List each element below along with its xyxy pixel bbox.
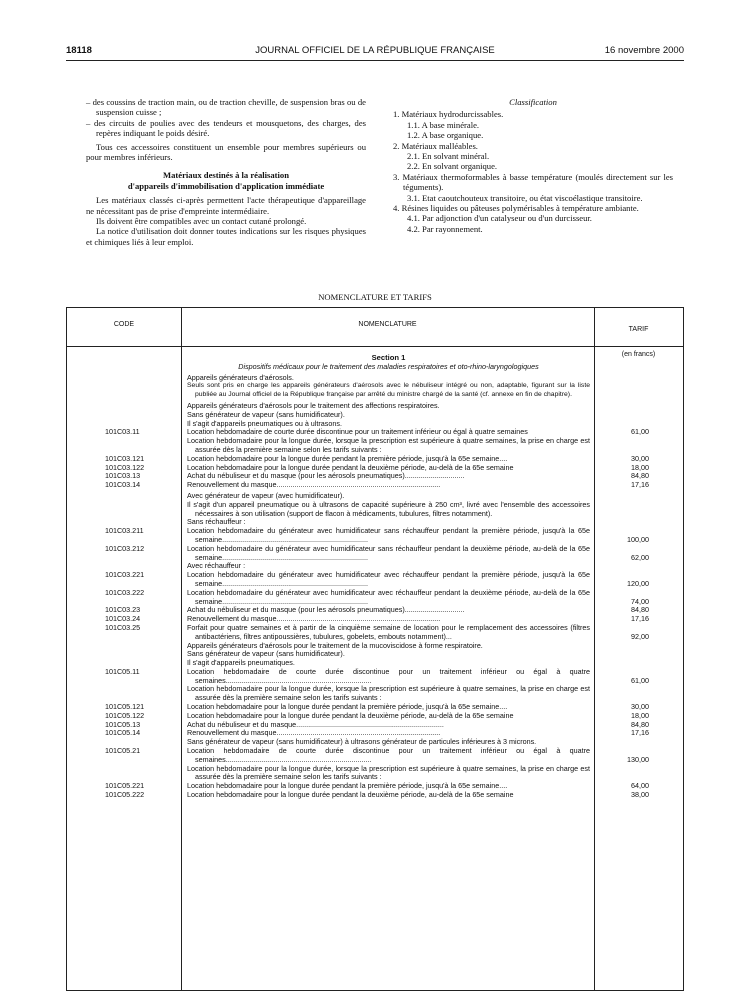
classification-item: 1. Matériaux hydrodurcissables.	[393, 109, 504, 120]
table-row	[67, 685, 683, 703]
tarif-cell: 84,80	[631, 471, 649, 481]
tarif-cell: 84,80	[631, 605, 649, 615]
nomenclature-cell: Appareils générateurs d'aérosols.	[187, 372, 294, 382]
tarif-cell: 17,16	[631, 728, 649, 738]
tarif-cell: 18,00	[631, 710, 649, 720]
nomenclature-cell: Location hebdomadaire pour la longue durée pendant la première période, jusqu'à la 65e semaine....	[187, 781, 508, 791]
code-cell: 101C03.122	[105, 462, 145, 472]
publication-date: 16 novembre 2000	[604, 45, 684, 56]
table-row	[67, 589, 683, 607]
nomenclature-cell: Appareils générateurs d'aérosols pour le traitement de la mucoviscidose à forme respiratoire.	[187, 640, 483, 650]
header-nomenclature: NOMENCLATURE	[181, 308, 594, 347]
nomenclature-cell: Location hebdomadaire du générateur avec humidificateur avec réchauffeur pendant la première période, jusqu'à la 65e semaine.........................................................................	[187, 570, 590, 588]
classification-item: 1.1. A base minérale.	[407, 119, 480, 130]
header-code: CODE	[67, 308, 181, 347]
page-header	[66, 45, 684, 59]
code-cell: 101C03.212	[105, 543, 145, 553]
table-row	[67, 374, 683, 383]
code-cell: 101C05.11	[105, 666, 140, 676]
table-row	[67, 668, 683, 686]
classification-item: 4. Résines liquides ou pâteuses polymérisables à température ambiante.	[393, 203, 639, 214]
tarif-cell: 18,00	[631, 462, 649, 472]
table-row	[67, 501, 683, 519]
nomenclature-cell: Achat du nébuliseur et du masque (pour les aérosols pneumatiques)..............................	[187, 605, 465, 615]
classification-item: 4.2. Par rayonnement.	[407, 223, 483, 234]
nomenclature-cell: Forfait pour quatre semaines et à partir de la cinquième semaine de location pour le remplacement des accessoires (filtres antibactériens, filtres antipoussières, tubulures, gobelets, embouts notamment)...	[187, 622, 590, 641]
nomenclature-cell: Location hebdomadaire du générateur avec humidificateur avec réchauffeur pendant la deuxième période, au-delà de la 65e semaine.........................................................................	[187, 587, 590, 606]
classification-item: 2.2. En solvant organique.	[407, 161, 498, 172]
classification-item: 3.1. Etat caoutchouteux transitoire, ou état viscoélastique transitoire.	[407, 192, 643, 203]
table-row	[67, 747, 683, 765]
nomenclature-cell: Location hebdomadaire de courte durée discontinue pour un traitement inférieur ou égal à quatre semaines.........................................................................	[187, 746, 590, 764]
table-row	[67, 437, 683, 455]
code-cell: 101C03.121	[105, 453, 145, 463]
table-row	[67, 791, 683, 800]
nomenclature-cell: Renouvellement du masque..................................................................................	[187, 480, 441, 490]
tarif-cell: 30,00	[631, 702, 649, 712]
tarif-cell: 64,00	[631, 781, 649, 791]
nomenclature-cell: Sans générateur de vapeur (sans humidificateur).	[187, 409, 345, 419]
nomenclature-cell: Appareils générateurs d'aérosols pour le traitement des affections respiratoires.	[187, 400, 440, 410]
table-row	[67, 363, 683, 372]
nomenclature-cell: Avec générateur de vapeur (avec humidificateur).	[187, 490, 345, 500]
nomenclature-cell: Section 1	[371, 353, 406, 362]
paragraph: Les matériaux classés ci-après permettent l'acte thérapeutique d'appareillage ne nécessitant pas de prise d'empreinte intermédiaire.	[86, 195, 366, 216]
code-cell	[67, 685, 181, 703]
code-cell: 101C03.25	[105, 622, 141, 632]
classification-item: 1.2. A base organique.	[407, 130, 484, 141]
nomenclature-cell: Location hebdomadaire du générateur avec humidificateur sans réchauffeur pendant la deuxième période, au-delà de la 65e semaine.........................................................................	[187, 543, 590, 562]
nomenclature-cell: Sans réchauffeur :	[187, 517, 246, 527]
nomenclature-cell: Seuls sont pris en charge les appareils générateurs d'aérosols avec le nébuliseur intégré ou non, adaptable, figurant sur la liste publiée au Journal officiel de la République française par arrêté du ministre chargé de la santé (cf. annexe en fin de chapitre).	[187, 382, 590, 399]
code-cell: 101C03.24	[105, 614, 141, 624]
table-row	[67, 481, 683, 490]
code-cell: 101C03.11	[105, 427, 140, 437]
nomenclature-cell: Location hebdomadaire de courte durée discontinue pour un traitement inférieur ou égal à quatre semaines	[187, 427, 528, 437]
table-row	[67, 624, 683, 642]
code-cell	[67, 411, 181, 420]
code-cell	[67, 437, 181, 455]
page-number: 18118	[66, 45, 92, 56]
table-row	[67, 411, 683, 420]
classification-item: 2.1. En solvant minéral.	[407, 151, 490, 162]
code-cell	[67, 650, 181, 659]
code-cell	[67, 765, 181, 783]
nomenclature-cell: Dispositifs médicaux pour le traitement des maladies respiratoires et oto-rhino-laryngologiques	[238, 361, 539, 371]
classification-list	[393, 109, 673, 234]
code-cell: 101C03.13	[105, 471, 141, 481]
classification-title: Classification	[509, 97, 557, 107]
section-heading	[86, 170, 366, 191]
code-cell	[67, 642, 181, 651]
table-row	[67, 402, 683, 411]
code-cell: 101C05.122	[105, 710, 145, 720]
code-cell: 101C03.221	[105, 570, 145, 580]
code-cell	[67, 501, 181, 519]
tariff-table	[66, 307, 684, 991]
nomenclature-title: NOMENCLATURE ET TARIFS	[318, 292, 432, 302]
paragraph: Ils doivent être compatibles avec un contact cutané prolongé.	[96, 216, 307, 227]
code-cell	[67, 382, 181, 400]
nomenclature-cell: Il s'agit d'un appareil pneumatique ou à ultrasons de capacité supérieure à 250 cm³, livré avec l'ensemble des accessoires nécessaires à son utilisation (support de flacon à médicaments, tubulures, filtres notamment).	[187, 499, 590, 518]
code-cell: 101C05.13	[105, 719, 141, 729]
tarif-cell: 61,00	[631, 427, 649, 437]
code-cell	[67, 402, 181, 411]
nomenclature-cell: Location hebdomadaire de courte durée discontinue pour un traitement inférieur ou égal à quatre semaines.........................................................................	[187, 666, 590, 685]
code-cell: 101C05.121	[105, 702, 145, 712]
tarif-cell: 92,00	[631, 631, 649, 641]
tarif-cell: 17,16	[631, 480, 649, 490]
tarif-cell: 38,00	[631, 790, 649, 800]
nomenclature-cell: Il s'agit d'appareils pneumatiques.	[187, 658, 295, 668]
nomenclature-cell: Location hebdomadaire pour la longue durée pendant la deuxième période, au-delà de la 65e semaine	[187, 462, 514, 472]
code-cell: 101C05.14	[105, 728, 141, 738]
table-row	[67, 765, 683, 783]
paragraph: La notice d'utilisation doit donner toutes indications sur les risques physiques et chimiques liés à leur emploi.	[86, 226, 366, 247]
nomenclature-cell: Location hebdomadaire pour la longue durée pendant la première période, jusqu'à la 65e semaine....	[187, 453, 508, 463]
header-tarif: TARIF (en francs)	[594, 308, 683, 347]
tarif-cell: 84,80	[631, 719, 649, 729]
nomenclature-cell: Il s'agit d'appareils pneumatiques ou à ultrasons.	[187, 418, 342, 428]
classification-item: 3. Matériaux thermoformables à basse température (moulés directement sur les téguments).	[393, 171, 673, 193]
code-cell	[67, 492, 181, 501]
nomenclature-cell: Achat du nébuliseur et du masque (pour les aérosols pneumatiques)..............................	[187, 471, 465, 481]
left-column	[86, 97, 366, 247]
nomenclature-cell: Location hebdomadaire pour la longue durée, lorsque la prescription est supérieure à quatre semaines, la prise en charge est assurée dès la première semaine selon les tarifs suivants :	[187, 684, 590, 703]
section-heading-line1: Matériaux destinés à la réalisation	[162, 170, 290, 181]
table-body	[67, 354, 683, 800]
nomenclature-cell: Location hebdomadaire pour la longue durée pendant la première période, jusqu'à la 65e semaine....	[187, 702, 508, 712]
right-column	[393, 97, 673, 234]
table-row	[67, 650, 683, 659]
tarif-cell: 61,00	[631, 675, 649, 685]
table-row	[67, 545, 683, 563]
section-heading-line2: d'appareils d'immobilisation d'application immédiate	[127, 180, 325, 191]
tarif-cell: 17,16	[631, 614, 649, 624]
code-cell	[67, 374, 181, 383]
tarif-cell: 62,00	[631, 552, 649, 562]
bullet-item: – des coussins de traction main, ou de traction cheville, de suspension bras ou de suspension cuisse ;	[86, 97, 366, 118]
code-cell: 101C03.211	[105, 526, 144, 536]
table-row	[67, 382, 683, 400]
code-cell: 101C03.23	[105, 605, 141, 615]
code-cell	[67, 354, 181, 363]
nomenclature-cell: Sans générateur de vapeur (sans humidificateur).	[187, 649, 345, 659]
nomenclature-cell: Location hebdomadaire pour la longue durée, lorsque la prescription est supérieure à quatre semaines, la prise en charge est assurée dès la première semaine selon les tarifs suivants :	[187, 436, 590, 454]
tarif-cell: 130,00	[627, 754, 649, 764]
tarif-cell: 74,00	[631, 596, 649, 606]
nomenclature-cell: Location hebdomadaire pour la longue durée pendant la deuxième période, au-delà de la 65e semaine	[187, 790, 514, 800]
table-row	[67, 527, 683, 545]
nomenclature-cell: Achat du nébuliseur et du masque..........................................................................	[187, 719, 444, 729]
nomenclature-cell: Location hebdomadaire du générateur avec humidificateur sans réchauffeur pendant la première période, jusqu'à la 65e semaine.........................................................................	[187, 526, 590, 544]
nomenclature-cell: Location hebdomadaire pour la longue durée pendant la deuxième période, au-delà de la 65e semaine	[187, 710, 514, 720]
code-cell: 101C05.21	[105, 746, 141, 756]
nomenclature-cell: Sans générateur de vapeur (sans humidificateur) à ultrasons générateur de particules inférieures à 3 microns.	[187, 737, 537, 747]
table-row	[67, 642, 683, 651]
journal-title: JOURNAL OFFICIEL DE LA RÉPUBLIQUE FRANÇAISE	[255, 45, 495, 56]
classification-item: 2. Matériaux malléables.	[393, 140, 478, 151]
code-cell: 101C03.222	[105, 587, 145, 597]
classification-item: 4.1. Par adjonction d'un catalyseur ou d'un durcisseur.	[407, 213, 592, 224]
tarif-cell: 30,00	[631, 453, 649, 463]
code-cell: 101C05.222	[105, 790, 145, 800]
paragraph: Tous ces accessoires constituent un ensemble pour membres supérieurs ou pour membres inférieurs.	[86, 141, 366, 163]
tarif-cell: 120,00	[627, 578, 649, 588]
nomenclature-cell: Location hebdomadaire pour la longue durée, lorsque la prescription est supérieure à quatre semaines, la prise en charge est assurée dès la première semaine selon les tarifs suivants :	[187, 763, 590, 782]
tarif-cell: 100,00	[627, 534, 649, 544]
nomenclature-cell: Renouvellement du masque..................................................................................	[187, 728, 441, 738]
code-cell	[67, 363, 181, 372]
code-cell: 101C03.14	[105, 480, 141, 490]
nomenclature-cell: Avec réchauffeur :	[187, 561, 246, 571]
header-rule	[66, 60, 684, 61]
table-row	[67, 571, 683, 589]
nomenclature-cell: Renouvellement du masque..................................................................................	[187, 614, 441, 624]
bullet-item: – des circuits de poulies avec des tendeurs et mousquetons, des charges, des repères indiquant le poids désiré.	[86, 117, 366, 139]
code-cell: 101C05.221	[105, 781, 145, 791]
